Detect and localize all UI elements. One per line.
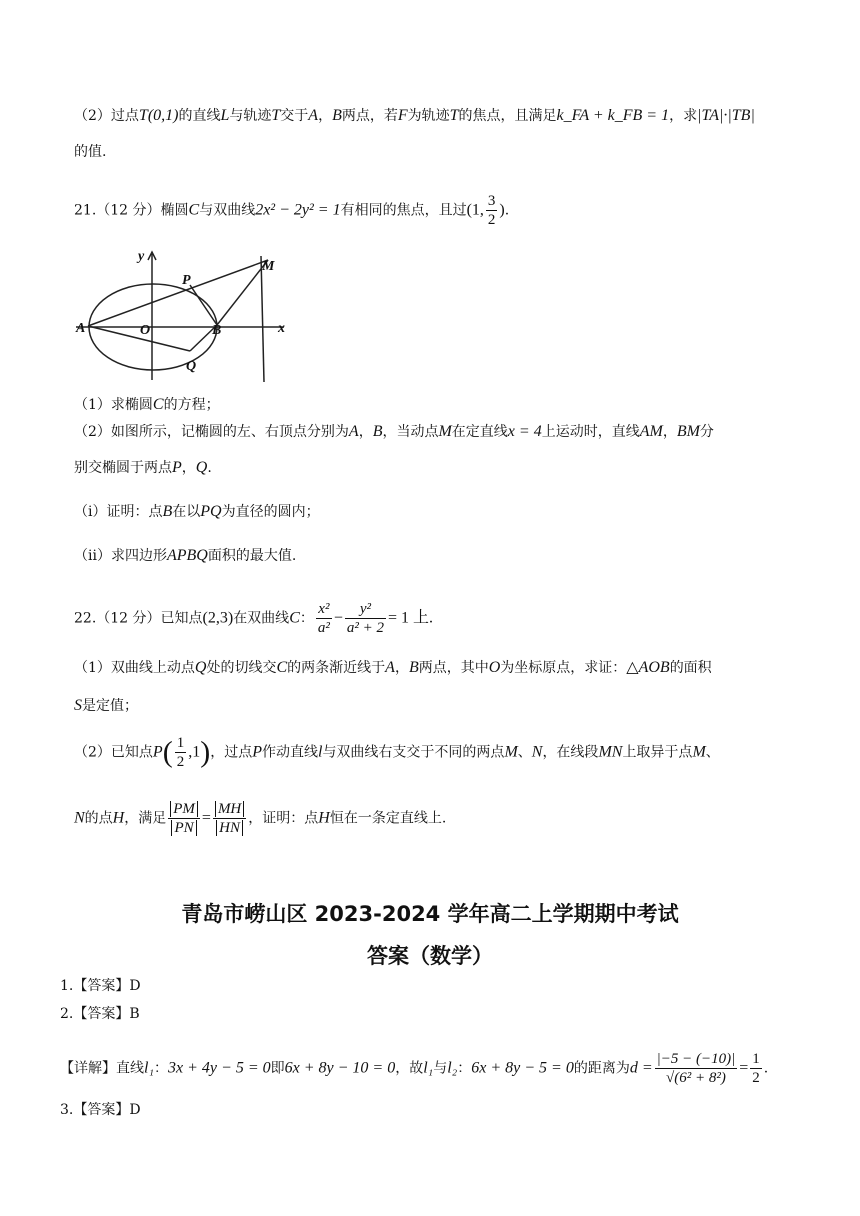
q22-header: 22.（12 分）已知点(2,3)在双曲线C： $\frac{\text{x²}}{\text{a²}}$ − $\frac{\text{y²}}{\text{a² + 2}}$ = 1 上.: [74, 601, 434, 636]
label-x: x: [278, 321, 285, 336]
distance-fraction: $\frac{|-5 - (-10)|}{\text{√(6² + 8²)}}$: [656, 1051, 736, 1086]
label-B: B: [212, 323, 222, 338]
q21-part-ii: （ii）求四边形APBQ面积的最大值.: [74, 547, 297, 564]
q21-header: 21.（12 分）椭圆C与双曲线2x² − 2y² = 1有相同的焦点，且过(1, $\frac{3}{2}$ ).: [74, 193, 510, 228]
ellipse-figure: [72, 246, 302, 386]
q22-part1-line2: S是定值；: [74, 697, 138, 714]
q22-part2-line1: （2）已知点P( $\frac{1}{2}$ ,1)，过点P作动直线l与双曲线右支交于不同的两点M、N，在线段MN上取异于点M、: [74, 735, 720, 770]
q22-part2-line2: N的点H，满足 $\frac{PM}{PN}$ = $\frac{MH}{HN}$ ，证明：点H恒在一条定直线上.: [74, 801, 447, 836]
answers-title: 青岛市崂山区 2023-2024 学年高二上学期期中考试: [181, 902, 679, 926]
answer-2-detail: 【详解】直线l₁：3x + 4y − 5 = 0即6x + 8y − 10 = 0，故l₁与l₂：6x + 8y − 5 = 0的距离为d = $\frac{|-5 - (-10)|}{\text{√(6² + 8²)}}$ = $\frac{1}{2}$ .: [60, 1051, 769, 1086]
q20-part2-line2: 的值.: [74, 144, 107, 160]
point-T: T(0,1): [138, 107, 179, 124]
hyperbola-equation: 2x² − 2y² = 1: [255, 201, 341, 219]
q20-part2-line1: （2）过点T(0,1)的直线L与轨迹T交于A，B两点，若F为轨迹T的焦点，且满足k_FA + k_FB = 1，求|TA|·|TB|: [74, 107, 755, 124]
q21-part1: （1）求椭圆C的方程；: [74, 396, 220, 413]
label-Q: Q: [186, 359, 197, 374]
product-expression: |TA|·|TB|: [697, 107, 755, 124]
q21-part2-line2: 别交椭圆于两点P，Q.: [74, 459, 212, 476]
answer-2: 2.【答案】B: [60, 1006, 140, 1022]
label-O: O: [140, 323, 151, 338]
q22-part1-line1: （1）双曲线上动点Q处的切线交C的两条渐近线于A，B两点，其中O为坐标原点，求证：△AOB的面积: [74, 659, 712, 676]
q21-part-i: （i）证明：点B在以PQ为直径的圆内；: [74, 503, 320, 520]
label-M: M: [262, 259, 275, 274]
answer-3: 3.【答案】D: [60, 1102, 141, 1118]
slope-condition: k_FA + k_FB = 1: [556, 107, 670, 124]
label-y: y: [138, 249, 145, 264]
answers-subtitle: 答案（数学）: [367, 944, 493, 968]
vertical-line: [261, 256, 264, 382]
label-P: P: [182, 273, 191, 288]
answer-1: 1.【答案】D: [60, 978, 141, 994]
label-A: A: [76, 321, 86, 336]
q21-part2-line1: （2）如图所示，记椭圆的左、右顶点分别为A，B，当动点M在定直线x = 4上运动时，直线AM，BM分: [74, 423, 714, 440]
